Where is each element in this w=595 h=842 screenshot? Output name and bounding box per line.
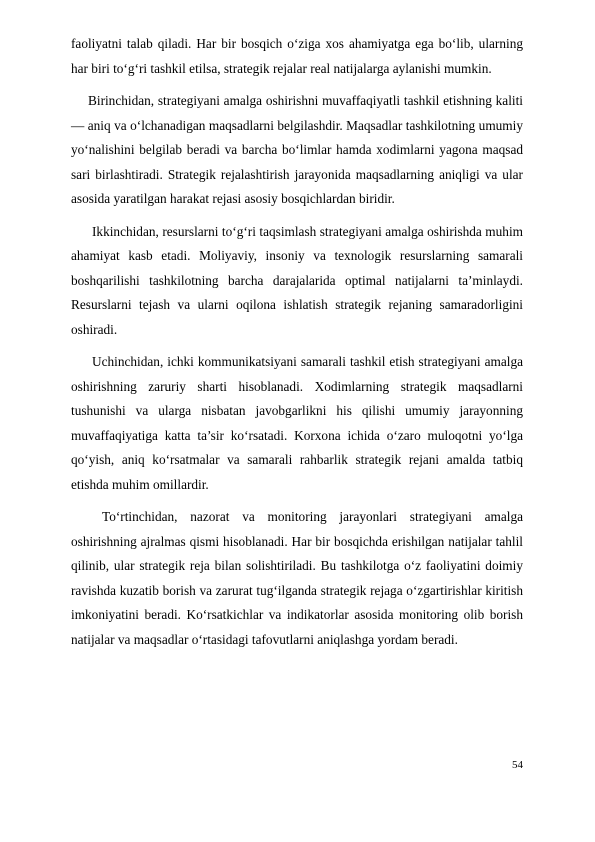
page-body (71, 32, 523, 652)
paragraph-second-point: Ikkinchidan, resurslarni to‘g‘ri taqsimlash strategiyani amalga oshirishda muhim ahamiyat kasb etadi. Moliyaviy, insoniy va texnologik resurslarning samarali boshqarilishi tashkilotning barcha darajalarida optimal natijalarni ta’minlaydi. Resurslarni tejash va ularni oqilona ishlatish strategik rejaning samaradorligini oshiradi. (71, 223, 523, 337)
page-number: 54 (512, 759, 523, 771)
paragraph-gap (71, 212, 523, 220)
paragraph-gap (71, 497, 523, 505)
paragraph-continuation: faoliyatni talab qiladi. Har bir bosqich o‘ziga xos ahamiyatga ega bo‘lib, ularning har biri to‘g‘ri tashkil etilsa, strategik rejalar real natijalarga aylanishi mumkin. (71, 36, 523, 76)
paragraph-first-point: Birinchidan, strategiyani amalga oshirishni muvaffaqiyatli tashkil etishning kaliti — aniq va o‘lchanadigan maqsadlarni belgilashdir. Maqsadlar tashkilotning umumiy yo‘nalishini belgilab beradi va barcha bo‘limlar hamda xodimlarni yagona maqsad sari birlashtiradi. Strategik rejalashtirish jarayonida maqsadlarning aniqligi va ular asosida yaratilgan harakat rejasi asosiy bosqichlardan biridir. (71, 93, 523, 206)
paragraph-gap (71, 81, 523, 89)
paragraph-third-point: Uchinchidan, ichki kommunikatsiyani samarali tashkil etish strategiyani amalga oshirishning zaruriy sharti hisoblanadi. Xodimlarning strategik maqsadlarni tushunishi va ularga nisbatan javobgarlikni his qilishi umumiy jarayonning muvaffaqiyatiga katta ta’sir ko‘rsatadi. Korxona ichida o‘zaro muloqotni yo‘lga qo‘yish, aniq ko‘rsatmalar va samarali rahbarlik strategik rejani amalda tatbiq etishda muhim omillardir. (71, 354, 523, 492)
paragraph-fourth-point: To‘rtinchidan, nazorat va monitoring jarayonlari strategiyani amalga oshirishning ajralmas qismi hisoblanadi. Har bir bosqichda erishilgan natijalar tahlil qilinib, ular strategik reja bilan solishtiriladi. Bu tashkilotga o‘z faoliyatini doimiy ravishda kuzatib borish va zarurat tug‘ilganda strategik rejaga o‘zgartirishlar kiritish imkoniyatini beradi. Ko‘rsatkichlar va indikatorlar asosida monitoring olib borish natijalar va maqsadlar o‘rtasidagi tafovutlarni aniqlashga yordam beradi. (71, 509, 523, 647)
paragraph-gap (71, 342, 523, 350)
